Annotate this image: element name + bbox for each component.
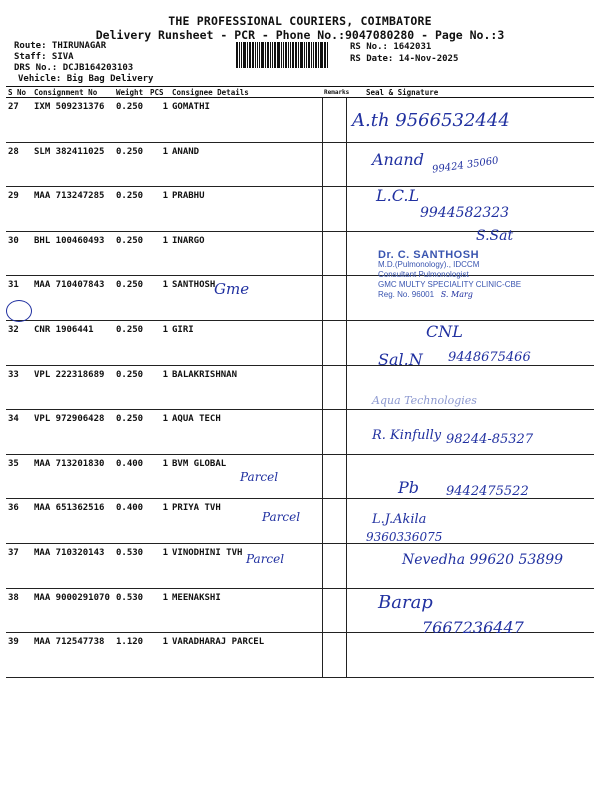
cell-consignee: AQUA TECH — [170, 410, 322, 455]
table-row — [6, 454, 594, 499]
handwritten-phone-37: 9360336075 — [366, 530, 443, 544]
cell-weight: 0.250 — [114, 187, 148, 232]
col-consignee: Consignee Details — [170, 87, 322, 98]
runsheet-table — [6, 86, 594, 678]
col-consignment: Consignment No — [32, 87, 114, 98]
handwritten-sign-27: A.th 9566532444 — [352, 110, 510, 131]
cell-consignment: VPL 972906428 — [32, 410, 114, 455]
cell-sno: 35 — [6, 454, 32, 499]
handwritten-phone-33: 9448675466 — [448, 350, 531, 365]
handwritten-sign-33: Sal.N — [378, 350, 423, 369]
cell-remarks — [322, 98, 346, 143]
cell-consignment: VPL 222318689 — [32, 365, 114, 410]
cell-seal — [346, 142, 594, 187]
cell-seal — [346, 633, 594, 678]
cell-pcs: 1 — [148, 231, 170, 276]
handwritten-sign-38: Nevedha 99620 53899 — [402, 552, 564, 568]
cell-consignment: MAA 651362516 — [32, 499, 114, 544]
staff-label: Staff: SIVA — [14, 52, 74, 62]
cell-sno: 28 — [6, 142, 32, 187]
col-weight: Weight — [114, 87, 148, 98]
table-row — [6, 588, 594, 633]
cell-consignee: MEENAKSHI — [170, 588, 322, 633]
cell-weight: 0.250 — [114, 320, 148, 365]
cell-consignee: INARGO — [170, 231, 322, 276]
handwritten-sign-37: L.J.Akila — [372, 512, 427, 527]
handwritten-sign-32: CNL — [426, 322, 463, 341]
cell-seal — [346, 410, 594, 455]
cell-sno: 27 — [6, 98, 32, 143]
cell-sno: 29 — [6, 187, 32, 232]
cell-consignment: MAA 710407843 — [32, 276, 114, 321]
table-row — [6, 499, 594, 544]
handwritten-note-31: Gme — [214, 280, 250, 298]
handwritten-phone-36: 9442475522 — [446, 484, 529, 499]
cell-consignment: IXM 509231376 — [32, 98, 114, 143]
table-row — [6, 365, 594, 410]
handwritten-sign-39: Barap — [378, 592, 433, 613]
company-name: THE PROFESSIONAL COURIERS, COIMBATORE — [168, 14, 432, 28]
cell-weight: 0.250 — [114, 365, 148, 410]
cell-sno: 33 — [6, 365, 32, 410]
cell-pcs: 1 — [148, 142, 170, 187]
cell-consignee: VARADHARAJ PARCEL — [170, 633, 322, 678]
stamp-doctor-name: Dr. C. SANTHOSH — [378, 249, 480, 261]
handwritten-sign-35: R. Kinfully — [372, 428, 442, 443]
cell-remarks — [322, 187, 346, 232]
cell-weight: 0.250 — [114, 276, 148, 321]
table-row — [6, 98, 594, 143]
rs-date: RS Date: 14-Nov-2025 — [350, 54, 459, 64]
cell-remarks — [322, 365, 346, 410]
cell-seal — [346, 499, 594, 544]
cell-remarks — [322, 454, 346, 499]
col-sno: S No — [6, 87, 32, 98]
cell-seal — [346, 454, 594, 499]
cell-pcs: 1 — [148, 98, 170, 143]
cell-pcs: 1 — [148, 543, 170, 588]
cell-consignee: BVM GLOBAL — [170, 454, 322, 499]
handwritten-phone-35: 98244-85327 — [446, 432, 534, 447]
table-header-row — [6, 87, 594, 98]
cell-remarks — [322, 588, 346, 633]
stamp-degree: M.D.(Pulmonology)., IDCCM — [378, 260, 480, 269]
cell-remarks — [322, 231, 346, 276]
cell-weight: 0.530 — [114, 543, 148, 588]
cell-pcs: 1 — [148, 276, 170, 321]
vehicle-label: Vehicle: Big Bag Delivery — [18, 74, 154, 84]
cell-sno: 38 — [6, 588, 32, 633]
table-row — [6, 142, 594, 187]
handwritten-sign-28: Anand — [372, 150, 424, 169]
cell-sno: 36 — [6, 499, 32, 544]
cell-consignment: BHL 100460493 — [32, 231, 114, 276]
stamp-title: Consultant Pulmonologist — [378, 270, 469, 279]
cell-sno: 32 — [6, 320, 32, 365]
cell-pcs: 1 — [148, 320, 170, 365]
cell-weight: 0.530 — [114, 588, 148, 633]
cell-pcs: 1 — [148, 365, 170, 410]
cell-remarks — [322, 499, 346, 544]
cell-pcs: 1 — [148, 410, 170, 455]
runsheet-subtitle: Delivery Runsheet - PCR - Phone No.:9047080280 - Page No.:3 — [95, 28, 505, 42]
handwritten-phone-39: 7667236447 — [422, 618, 524, 637]
cell-pcs: 1 — [148, 588, 170, 633]
cell-weight: 0.250 — [114, 410, 148, 455]
stamp-reg: Reg. No. 96001 S. Marg — [378, 290, 473, 299]
table-row — [6, 543, 594, 588]
cell-consignee: PRABHU — [170, 187, 322, 232]
cell-weight: 0.250 — [114, 231, 148, 276]
barcode-image — [236, 42, 344, 68]
route-label: Route: THIRUNAGAR — [14, 41, 107, 51]
cell-sno: 39 — [6, 633, 32, 678]
rs-number: RS No.: 1642031 — [350, 42, 432, 52]
cell-seal — [346, 320, 594, 365]
cell-consignment: MAA 710320143 — [32, 543, 114, 588]
drs-number: DRS No.: DCJB164203103 — [14, 63, 134, 73]
cell-consignee: BALAKRISHNAN — [170, 365, 322, 410]
cell-consignment: MAA 713201830 — [32, 454, 114, 499]
cell-seal — [346, 543, 594, 588]
cell-seal — [346, 365, 594, 410]
table-row — [6, 633, 594, 678]
cell-consignee: ANAND — [170, 142, 322, 187]
cell-weight: 1.120 — [114, 633, 148, 678]
handwritten-sign-36: Pb — [398, 478, 420, 497]
cell-consignee: PRIYA TVH — [170, 499, 322, 544]
cell-seal — [346, 98, 594, 143]
cell-consignment: CNR 1906441 — [32, 320, 114, 365]
cell-weight: 0.250 — [114, 142, 148, 187]
cell-consignee: GOMATHI — [170, 98, 322, 143]
cell-pcs: 1 — [148, 499, 170, 544]
cell-remarks — [322, 320, 346, 365]
cell-consignment: MAA 9000291070 — [32, 588, 114, 633]
table-row — [6, 320, 594, 365]
col-pcs: PCS — [148, 87, 170, 98]
cell-consignment: MAA 713247285 — [32, 187, 114, 232]
col-remarks: Remarks — [324, 88, 350, 96]
handwritten-sign-30: S.Sat — [476, 228, 514, 244]
handwritten-remark-38: Parcel — [246, 552, 285, 566]
cell-pcs: 1 — [148, 187, 170, 232]
doctor-stamp — [378, 250, 583, 300]
col-seal: Seal & Signature — [346, 87, 594, 98]
cell-pcs: 1 — [148, 633, 170, 678]
table-row — [6, 410, 594, 455]
aqua-tech-stamp-text: Aqua Technologies — [372, 394, 477, 407]
cell-remarks — [322, 633, 346, 678]
cell-consignee: GIRI — [170, 320, 322, 365]
handwritten-remark-36: Parcel — [240, 470, 279, 484]
cell-seal — [346, 187, 594, 232]
row-32-circle-mark — [6, 300, 32, 322]
cell-weight: 0.400 — [114, 499, 148, 544]
cell-consignee: VINODHINI TVH — [170, 543, 322, 588]
cell-sno: 37 — [6, 543, 32, 588]
cell-remarks — [322, 142, 346, 187]
cell-consignment: SLM 382411025 — [32, 142, 114, 187]
handwritten-phone-28: 99424 35060 — [431, 155, 500, 176]
cell-weight: 0.400 — [114, 454, 148, 499]
handwritten-remark-37: Parcel — [262, 510, 301, 524]
stamp-clinic: GMC MULTY SPECIALITY CLINIC-CBE — [378, 280, 522, 289]
cell-consignment: MAA 712547738 — [32, 633, 114, 678]
cell-remarks — [322, 543, 346, 588]
cell-pcs: 1 — [148, 454, 170, 499]
cell-weight: 0.250 — [114, 98, 148, 143]
cell-seal — [346, 588, 594, 633]
cell-sno: 31 — [6, 276, 32, 321]
table-row — [6, 187, 594, 232]
handwritten-sign-29: L.C.L — [376, 186, 420, 205]
cell-consignee: SANTHOSH — [170, 276, 322, 321]
cell-remarks — [322, 410, 346, 455]
cell-remarks — [322, 276, 346, 321]
cell-sno: 30 — [6, 231, 32, 276]
handwritten-phone-29: 9944582323 — [420, 205, 510, 221]
cell-sno: 34 — [6, 410, 32, 455]
